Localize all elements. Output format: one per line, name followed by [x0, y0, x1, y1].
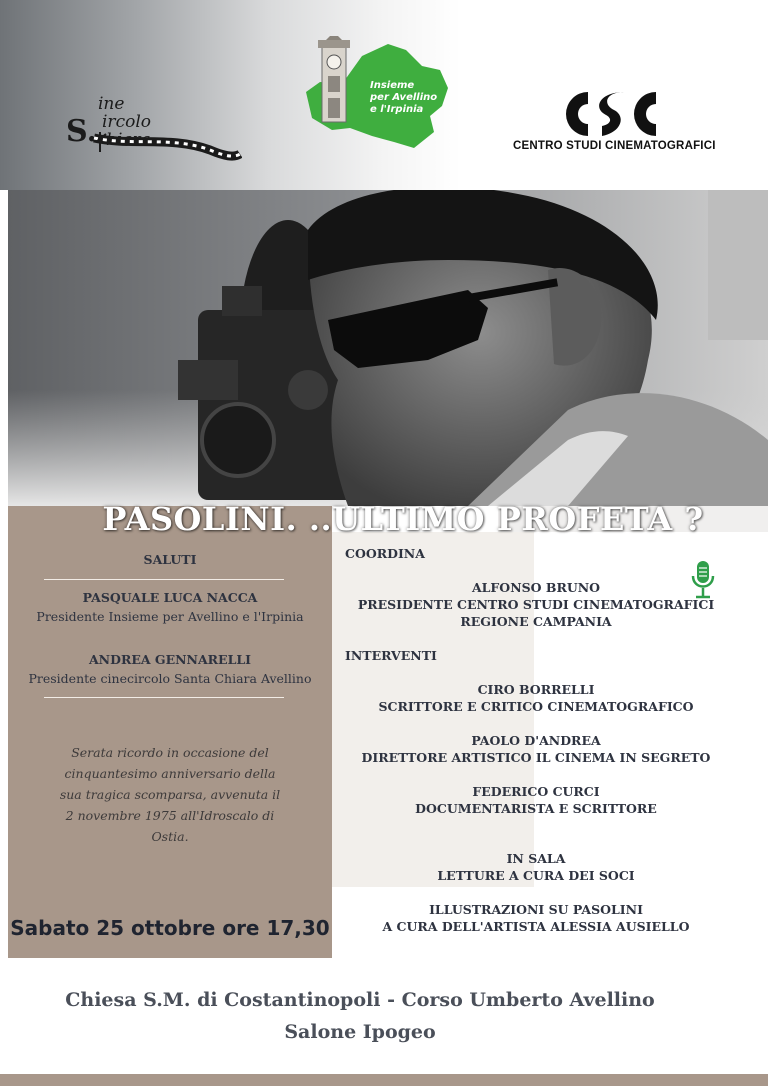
insieme-line-2: per Avellino	[370, 92, 438, 103]
insieme-line-1: Insieme	[370, 80, 415, 91]
speaker-role: SCRITTORE E CRITICO CINEMATOGRAFICO	[378, 699, 694, 714]
insieme-logo-text	[370, 80, 450, 116]
csc-name: CENTRO STUDI CINEMATOGRAFICI	[513, 140, 716, 152]
divider-bottom	[44, 697, 284, 698]
bottom-bar	[0, 1074, 768, 1086]
description-line: Serata ricordo in occasione del	[71, 745, 269, 760]
film-strip-icon	[92, 132, 242, 164]
illustrazioni-detail: A CURA DELL'ARTISTA ALESSIA AUSIELLO	[382, 919, 690, 934]
photo-illustration	[8, 190, 768, 506]
speaker-role: DIRETTORE ARTISTICO IL CINEMA IN SEGRETO	[361, 750, 711, 765]
speaker-2-name: ANDREA GENNARELLI	[88, 652, 252, 667]
insieme-logo	[302, 36, 452, 154]
divider-top	[44, 579, 284, 580]
logo-line-2: ircolo	[102, 112, 151, 132]
venue-address: Chiesa S.M. di Costantinopoli - Corso Umberto Avellino	[65, 989, 655, 1011]
speaker-2-role: Presidente cinecircolo Santa Chiara Avellino	[28, 671, 312, 686]
description-line: cinquantesimo anniversario della	[64, 766, 276, 781]
coordinator-name: ALFONSO BRUNO	[471, 580, 601, 595]
csc-mark-icon	[562, 88, 672, 138]
speaker-1-role: Presidente Insieme per Avellino e l'Irpinia	[36, 609, 304, 624]
coordina-heading: COORDINA	[345, 546, 425, 561]
saluti-heading: SALUTI	[143, 552, 197, 567]
speaker-role: DOCUMENTARISTA E SCRITTORE	[415, 801, 657, 816]
in-sala-heading: IN SALA	[506, 851, 566, 866]
venue-room: Salone Ipogeo	[284, 1021, 436, 1043]
cinecircolo-logo	[62, 92, 242, 164]
logo-s: S.	[66, 114, 98, 149]
coordinator-role: PRESIDENTE CENTRO STUDI CINEMATOGRAFICI	[357, 597, 715, 612]
pasolini-photo	[8, 190, 768, 506]
logo-line-1: ine	[98, 94, 125, 114]
coordinator-region: REGIONE CAMPANIA	[460, 614, 612, 629]
event-date: Sabato 25 ottobre ore 17,30	[10, 916, 330, 940]
microphone-icon	[690, 560, 716, 600]
greetings-panel	[8, 506, 332, 958]
description-line: sua tragica scomparsa, avvenuta il	[59, 787, 281, 802]
interventi-heading: INTERVENTI	[345, 648, 437, 663]
logo-line-3: hiara	[106, 130, 151, 150]
csc-logo	[510, 88, 720, 158]
illustrazioni-heading: ILLUSTRAZIONI SU PASOLINI	[429, 902, 643, 917]
description-line: Ostia.	[151, 829, 189, 844]
speaker-name: CIRO BORRELLI	[477, 682, 595, 697]
speaker-1-name: PASQUALE LUCA NACCA	[82, 590, 258, 605]
event-description	[38, 742, 302, 847]
speaker-name: FEDERICO CURCI	[472, 784, 600, 799]
in-sala-detail: LETTURE A CURA DEI SOCI	[437, 868, 635, 883]
insieme-line-3: e l'Irpinia	[370, 104, 424, 115]
event-title: PASOLINI. ..ULTIMO PROFETA ?	[102, 500, 704, 538]
description-line: 2 novembre 1975 all'Idroscalo di	[65, 808, 275, 823]
speaker-name: PAOLO D'ANDREA	[471, 733, 601, 748]
